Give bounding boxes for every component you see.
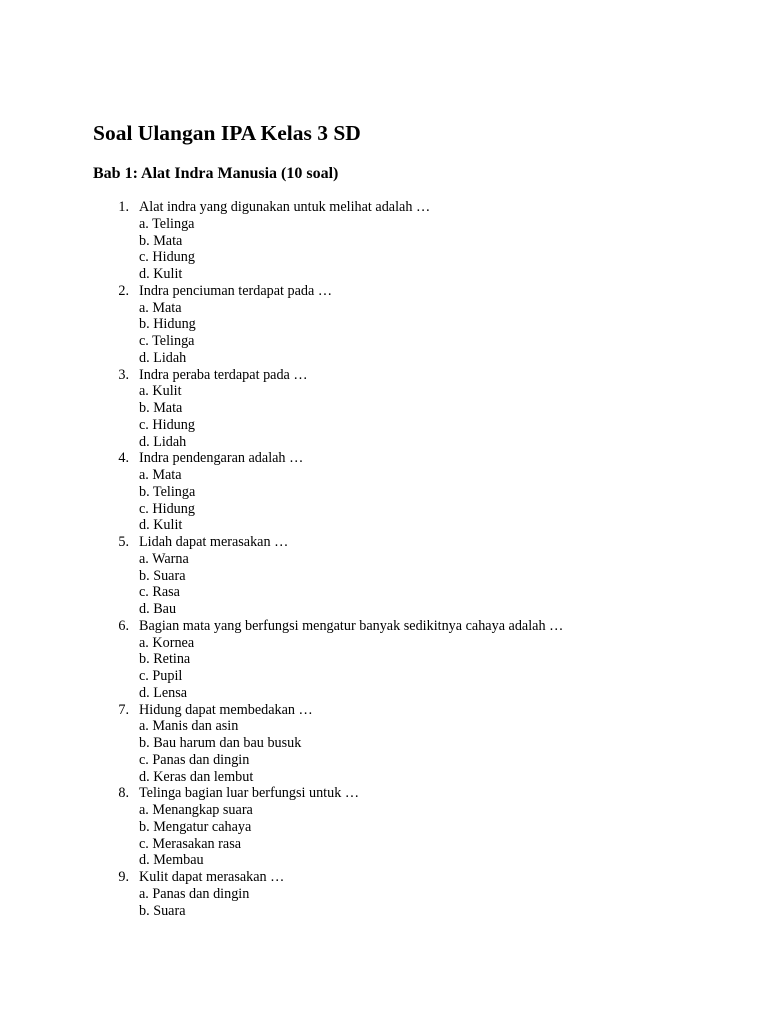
answer-option: d. Bau (139, 601, 177, 617)
question-item (93, 618, 563, 702)
question-item (93, 450, 563, 534)
answer-option: a. Kulit (139, 383, 182, 400)
question-text: Bagian mata yang berfungsi mengatur banyak sedikitnya cahaya adalah … (139, 617, 564, 634)
document-title: Soal Ulangan IPA Kelas 3 SD (93, 121, 361, 145)
question-text: Hidung dapat membedakan … (139, 701, 313, 718)
question-number: 1. (118, 199, 129, 215)
answer-options (139, 886, 563, 920)
question-item (93, 367, 563, 451)
question-text: Indra peraba terdapat pada … (139, 366, 308, 383)
answer-option: c. Panas dan dingin (139, 751, 250, 768)
question-text: Alat indra yang digunakan untuk melihat adalah … (139, 199, 431, 215)
answer-options (139, 718, 563, 785)
question-number: 8. (118, 785, 129, 802)
answer-option: d. Lensa (139, 684, 188, 701)
question-number: 4. (118, 450, 129, 467)
answer-option: b. Mata (139, 232, 183, 249)
answer-options (139, 551, 563, 618)
answer-option: b. Retina (139, 651, 191, 668)
answer-option: d. Kulit (139, 266, 183, 282)
question-text: Telinga bagian luar berfungsi untuk … (139, 785, 360, 802)
answer-option: c. Hidung (139, 416, 195, 433)
answer-options (139, 635, 563, 702)
answer-option: a. Panas dan dingin (139, 885, 250, 902)
answer-option: c. Hidung (139, 249, 195, 266)
answer-option: d. Lidah (139, 349, 187, 366)
answer-option: b. Telinga (139, 483, 196, 500)
question-list (93, 199, 563, 919)
question-text: Indra pendengaran adalah … (139, 450, 304, 467)
answer-option: b. Mengatur cahaya (139, 818, 252, 835)
answer-option: d. Lidah (139, 433, 187, 450)
answer-option: a. Mata (139, 299, 182, 316)
answer-options (139, 216, 563, 283)
question-text: Indra penciuman terdapat pada … (139, 282, 333, 299)
question-text: Kulit dapat merasakan … (139, 869, 285, 885)
answer-option: c. Pupil (139, 668, 183, 684)
question-item (93, 869, 563, 919)
answer-options (139, 802, 563, 869)
answer-options (139, 383, 563, 450)
question-number: 9. (118, 869, 129, 885)
question-number: 7. (118, 701, 129, 718)
question-number: 5. (118, 534, 129, 550)
question-text: Lidah dapat merasakan … (139, 534, 289, 550)
question-item (93, 785, 563, 869)
answer-option: a. Menangkap suara (139, 802, 253, 818)
answer-option: b. Bau harum dan bau busuk (139, 735, 302, 751)
answer-option: d. Keras dan lembut (139, 768, 254, 785)
answer-option: b. Suara (139, 902, 186, 919)
answer-option: a. Telinga (139, 215, 195, 232)
answer-options (139, 300, 563, 367)
question-item (93, 534, 563, 618)
answer-option: b. Suara (139, 567, 186, 584)
question-item (93, 283, 563, 367)
answer-option: d. Membau (139, 852, 204, 869)
answer-option: c. Telinga (139, 333, 195, 349)
section-heading: Bab 1: Alat Indra Manusia (10 soal) (93, 165, 339, 182)
question-item (93, 702, 563, 786)
answer-option: a. Manis dan asin (139, 718, 239, 735)
answer-option: d. Kulit (139, 517, 183, 534)
answer-option: a. Mata (139, 467, 182, 483)
answer-option: c. Merasakan rasa (139, 835, 242, 852)
answer-options (139, 467, 563, 534)
answer-option: a. Warna (139, 550, 189, 567)
answer-option: a. Kornea (139, 634, 195, 651)
answer-option: c. Rasa (139, 584, 180, 601)
question-number: 6. (118, 617, 129, 634)
document-page (93, 118, 733, 919)
answer-option: c. Hidung (139, 500, 195, 517)
question-number: 3. (118, 366, 129, 383)
question-number: 2. (118, 282, 129, 299)
answer-option: b. Mata (139, 400, 183, 416)
question-item (93, 199, 563, 283)
answer-option: b. Hidung (139, 316, 196, 333)
